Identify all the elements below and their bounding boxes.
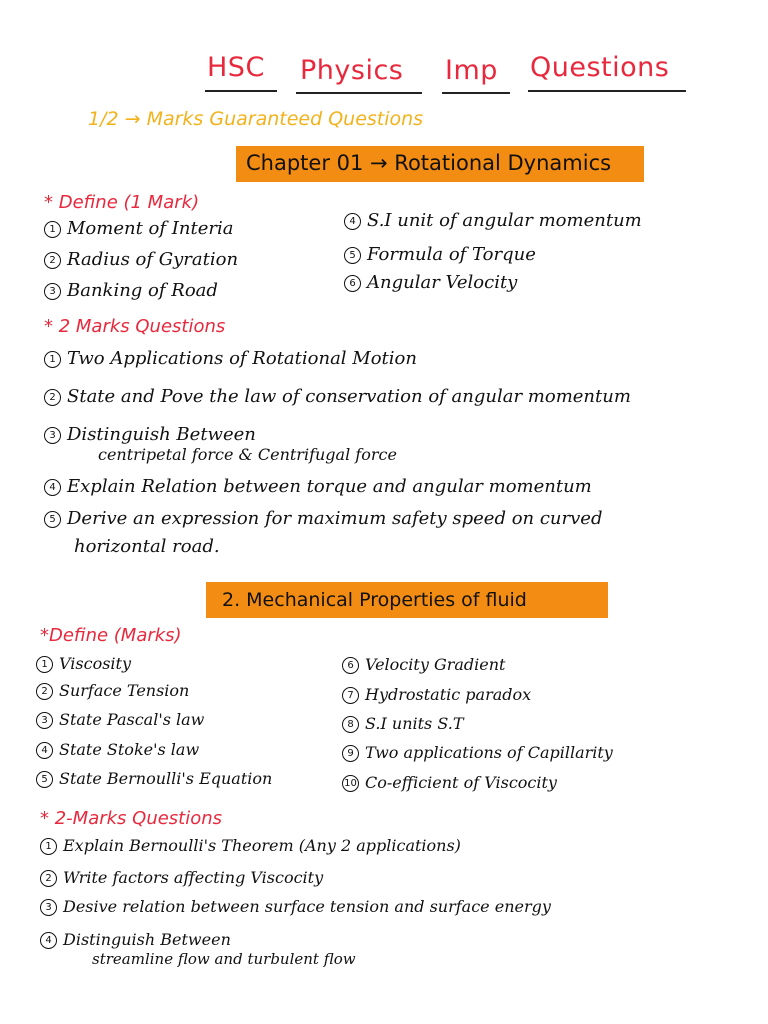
item-text: Write factors affecting Viscocity [63, 868, 324, 887]
item-text: Angular Velocity [367, 272, 518, 293]
item-continuation: horizontal road. [74, 536, 220, 557]
list-item [36, 740, 199, 759]
number-badge: 3 [36, 712, 53, 729]
item-text: Two Applications of Rotational Motion [67, 348, 417, 369]
number-badge: 4 [344, 213, 361, 230]
list-item [342, 655, 505, 674]
list-item [40, 930, 231, 949]
chapter1-banner-text: Chapter 01 → Rotational Dynamics [246, 151, 612, 175]
chapter2-banner-text: 2. Mechanical Properties of fluid [222, 589, 527, 611]
item-text: State Stoke's law [59, 740, 200, 759]
title-underline [442, 92, 510, 94]
item-text: Explain Relation between torque and angular momentum [67, 476, 592, 497]
number-badge: 3 [44, 283, 61, 300]
item-text: Derive an expression for maximum safety speed on curved [67, 508, 603, 529]
number-badge: 6 [344, 275, 361, 292]
chapter2-define-heading: *Define (Marks) [40, 625, 182, 646]
list-item [44, 249, 238, 270]
title-word-imp: Imp [445, 55, 498, 86]
chapter1-define-heading: * Define (1 Mark) [44, 192, 200, 213]
list-item [36, 681, 189, 700]
item-text: Desive relation between surface tension and surface energy [63, 897, 551, 916]
item-text: Velocity Gradient [365, 655, 506, 674]
title-word-questions: Questions [530, 52, 670, 83]
number-badge: 5 [36, 771, 53, 788]
list-item [40, 836, 461, 855]
item-text: Banking of Road [67, 280, 218, 301]
list-item [342, 685, 531, 704]
item-text: Explain Bernoulli's Theorem (Any 2 applications) [63, 836, 461, 855]
number-badge: 3 [44, 427, 61, 444]
item-text: Formula of Torque [367, 244, 536, 265]
title-word-hsc: HSC [207, 52, 265, 83]
chapter1-two-marks-heading: * 2 Marks Questions [44, 316, 226, 337]
number-badge: 4 [44, 479, 61, 496]
item-text: State and Pove the law of conservation of angular momentum [67, 386, 631, 407]
item-text: Radius of Gyration [67, 249, 239, 270]
list-item [44, 218, 233, 239]
list-item [44, 508, 602, 529]
number-badge: 8 [342, 716, 359, 733]
item-text: Moment of Interia [67, 218, 234, 239]
list-item [36, 710, 204, 729]
title-word-physics: Physics [300, 55, 404, 86]
list-item [44, 280, 218, 301]
item-text: Distinguish Between [67, 424, 256, 445]
list-item [44, 348, 417, 369]
number-badge: 5 [344, 247, 361, 264]
list-item [36, 769, 272, 788]
number-badge: 1 [44, 351, 61, 368]
number-badge: 3 [40, 899, 57, 916]
chapter2-banner [206, 582, 608, 618]
list-item [36, 654, 131, 673]
item-text: Hydrostatic paradox [365, 685, 532, 704]
number-badge: 2 [44, 389, 61, 406]
list-item [40, 897, 551, 916]
number-badge: 1 [40, 838, 57, 855]
number-badge: 10 [342, 775, 359, 792]
list-item [344, 272, 517, 293]
item-text: Two applications of Capillarity [365, 743, 613, 762]
list-item [344, 210, 642, 231]
title-underline [528, 90, 686, 92]
number-badge: 4 [36, 742, 53, 759]
title-underline [205, 90, 277, 92]
item-text: State Pascal's law [59, 710, 205, 729]
list-item [44, 476, 592, 497]
number-badge: 5 [44, 511, 61, 528]
list-item [44, 386, 631, 407]
chapter2-two-marks-heading: * 2-Marks Questions [40, 808, 223, 829]
item-continuation: centripetal force & Centrifugal force [98, 445, 397, 464]
number-badge: 2 [40, 870, 57, 887]
number-badge: 9 [342, 745, 359, 762]
number-badge: 6 [342, 657, 359, 674]
list-item [342, 714, 463, 733]
number-badge: 7 [342, 687, 359, 704]
item-text: Surface Tension [59, 681, 190, 700]
item-text: S.I units S.T [365, 714, 464, 733]
chapter1-banner [236, 146, 644, 182]
number-badge: 2 [44, 252, 61, 269]
list-item [40, 868, 323, 887]
list-item [344, 244, 536, 265]
number-badge: 2 [36, 683, 53, 700]
number-badge: 1 [44, 221, 61, 238]
title-underline [296, 92, 422, 94]
list-item [342, 773, 557, 792]
list-item [342, 743, 613, 762]
item-text: Distinguish Between [63, 930, 231, 949]
item-text: State Bernoulli's Equation [59, 769, 273, 788]
subtitle: 1/2 → Marks Guaranteed Questions [88, 108, 424, 130]
list-item [44, 424, 256, 445]
item-text: S.I unit of angular momentum [367, 210, 642, 231]
number-badge: 1 [36, 656, 53, 673]
number-badge: 4 [40, 932, 57, 949]
item-text: Co-efficient of Viscocity [365, 773, 557, 792]
item-text: Viscosity [59, 654, 131, 673]
item-continuation: streamline flow and turbulent flow [92, 950, 356, 968]
